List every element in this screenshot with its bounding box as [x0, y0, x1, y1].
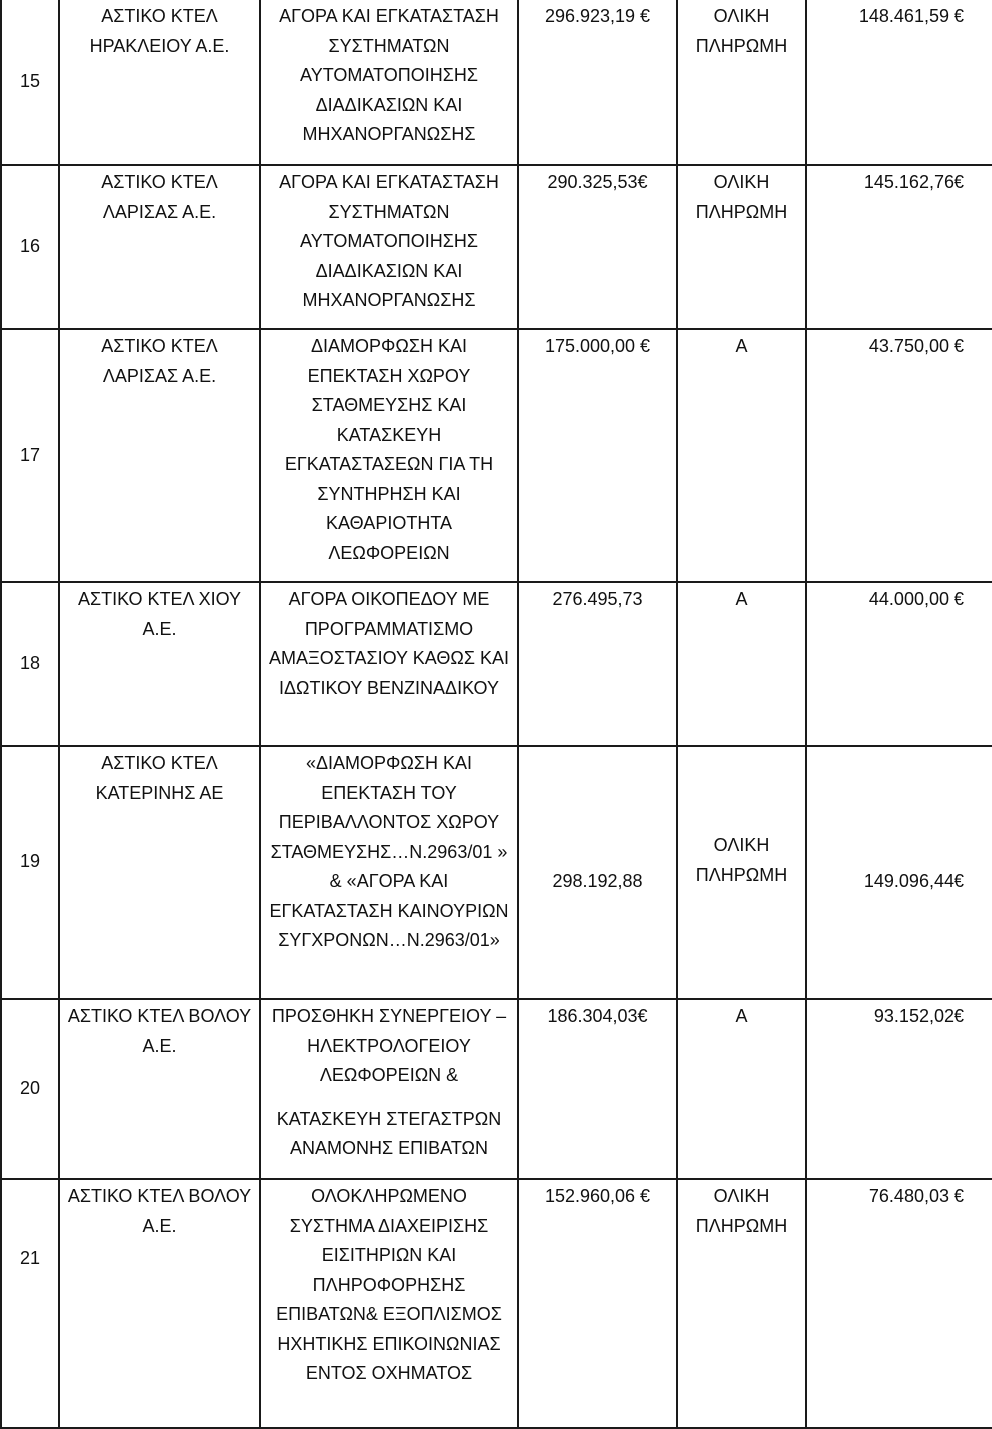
budget-cell: 186.304,03€	[518, 999, 677, 1179]
row-number: 19	[1, 746, 59, 999]
row-number: 15	[1, 0, 59, 165]
table-row	[1, 999, 992, 1179]
budget-cell: 296.923,19 €	[518, 0, 677, 165]
budget-cell: 175.000,00 €	[518, 329, 677, 582]
row-number: 21	[1, 1179, 59, 1428]
payment-cell: ΟΛΙΚΗ ΠΛΗΡΩΜΗ	[677, 0, 806, 165]
description-cell: ΑΓΟΡΑ ΟΙΚΟΠΕΔΟΥ ΜΕ ΠΡΟΓΡΑΜΜΑΤΙΣΜΟ ΑΜΑΞΟΣΤΑΣΙΟΥ ΚΑΘΩΣ ΚΑΙ ΙΔΩΤΙΚΟΥ ΒΕΝΖΙΝΑΔΙΚΟΥ	[260, 582, 518, 746]
row-number: 18	[1, 582, 59, 746]
table-row	[1, 329, 992, 582]
budget-cell: 152.960,06 €	[518, 1179, 677, 1428]
amount-cell: 43.750,00 €	[806, 329, 992, 582]
description-cell: ΟΛΟΚΛΗΡΩΜΕΝΟ ΣΥΣΤΗΜΑ ΔΙΑΧΕΙΡΙΣΗΣ ΕΙΣΙΤΗΡΙΩΝ ΚΑΙ ΠΛΗΡΟΦΟΡΗΣΗΣ ΕΠΙΒΑΤΩΝ& ΕΞΟΠΛΙΣΜΟΣ ΗΧΗΤΙΚΗΣ ΕΠΙΚΟΙΝΩΝΙΑΣ ΕΝΤΟΣ ΟΧΗΜΑΤΟΣ	[260, 1179, 518, 1428]
entity-cell: ΑΣΤΙΚΟ ΚΤΕΛ ΛΑΡΙΣΑΣ Α.Ε.	[59, 329, 260, 582]
table-row	[1, 1179, 992, 1428]
payment-cell: ΟΛΙΚΗ ΠΛΗΡΩΜΗ	[677, 746, 806, 999]
budget-cell: 276.495,73	[518, 582, 677, 746]
amount-cell: 148.461,59 €	[806, 0, 992, 165]
amount-cell: 149.096,44€	[806, 746, 992, 999]
entity-cell: ΑΣΤΙΚΟ ΚΤΕΛ ΚΑΤΕΡΙΝΗΣ ΑΕ	[59, 746, 260, 999]
entity-cell: ΑΣΤΙΚΟ ΚΤΕΛ ΛΑΡΙΣΑΣ Α.Ε.	[59, 165, 260, 329]
row-number: 17	[1, 329, 59, 582]
amount-cell: 145.162,76€	[806, 165, 992, 329]
amount-cell: 44.000,00 €	[806, 582, 992, 746]
table-row	[1, 582, 992, 746]
budget-cell: 298.192,88	[518, 746, 677, 999]
entity-cell: ΑΣΤΙΚΟ ΚΤΕΛ ΒΟΛΟΥ Α.Ε.	[59, 999, 260, 1179]
row-number: 16	[1, 165, 59, 329]
description-part-1: ΠΡΟΣΘΗΚΗ ΣΥΝΕΡΓΕΙΟΥ – ΗΛΕΚΤΡΟΛΟΓΕΙΟΥ ΛΕΩΦΟΡΕΙΩΝ &	[271, 1006, 507, 1085]
description-cell	[260, 999, 518, 1179]
description-cell: ΑΓΟΡΑ ΚΑΙ ΕΓΚΑΤΑΣΤΑΣΗ ΣΥΣΤΗΜΑΤΩΝ ΑΥΤΟΜΑΤΟΠΟΙΗΣΗΣ ΔΙΑΔΙΚΑΣΙΩΝ ΚΑΙ ΜΗΧΑΝΟΡΓΑΝΩΣΗΣ	[260, 0, 518, 165]
entity-cell: ΑΣΤΙΚΟ ΚΤΕΛ ΒΟΛΟΥ Α.Ε.	[59, 1179, 260, 1428]
budget-cell: 290.325,53€	[518, 165, 677, 329]
payment-cell: Α	[677, 582, 806, 746]
row-number: 20	[1, 999, 59, 1179]
entity-cell: ΑΣΤΙΚΟ ΚΤΕΛ ΗΡΑΚΛΕΙΟΥ Α.Ε.	[59, 0, 260, 165]
description-cell: ΔΙΑΜΟΡΦΩΣΗ ΚΑΙ ΕΠΕΚΤΑΣΗ ΧΩΡΟΥ ΣΤΑΘΜΕΥΣΗΣ ΚΑΙ ΚΑΤΑΣΚΕΥΗ ΕΓΚΑΤΑΣΤΑΣΕΩΝ ΓΙΑ ΤΗ ΣΥΝΤΗΡΗΣΗ ΚΑΙ ΚΑΘΑΡΙΟΤΗΤΑ ΛΕΩΦΟΡΕΙΩΝ	[260, 329, 518, 582]
description-cell: «ΔΙΑΜΟΡΦΩΣΗ ΚΑΙ ΕΠΕΚΤΑΣΗ ΤΟΥ ΠΕΡΙΒΑΛΛΟΝΤΟΣ ΧΩΡΟΥ ΣΤΑΘΜΕΥΣΗΣ…Ν.2963/01 » & «ΑΓΟΡΑ ΚΑΙ ΕΓΚΑΤΑΣΤΑΣΗ ΚΑΙΝΟΥΡΙΩΝ ΣΥΓΧΡΟΝΩΝ…Ν.2963/01»	[260, 746, 518, 999]
entity-cell: ΑΣΤΙΚΟ ΚΤΕΛ ΧΙΟΥ Α.Ε.	[59, 582, 260, 746]
amount-cell: 93.152,02€	[806, 999, 992, 1179]
table-row	[1, 746, 992, 999]
description-cell: ΑΓΟΡΑ ΚΑΙ ΕΓΚΑΤΑΣΤΑΣΗ ΣΥΣΤΗΜΑΤΩΝ ΑΥΤΟΜΑΤΟΠΟΙΗΣΗΣ ΔΙΑΔΙΚΑΣΙΩΝ ΚΑΙ ΜΗΧΑΝΟΡΓΑΝΩΣΗΣ	[260, 165, 518, 329]
table-row	[1, 0, 992, 165]
payment-cell: Α	[677, 329, 806, 582]
payment-cell: ΟΛΙΚΗ ΠΛΗΡΩΜΗ	[677, 1179, 806, 1428]
payment-cell: Α	[677, 999, 806, 1179]
payment-cell: ΟΛΙΚΗ ΠΛΗΡΩΜΗ	[677, 165, 806, 329]
description-part-2: ΚΑΤΑΣΚΕΥΗ ΣΤΕΓΑΣΤΡΩΝ ΑΝΑΜΟΝΗΣ ΕΠΙΒΑΤΩΝ	[276, 1108, 502, 1158]
table-row	[1, 165, 992, 329]
amount-cell: 76.480,03 €	[806, 1179, 992, 1428]
